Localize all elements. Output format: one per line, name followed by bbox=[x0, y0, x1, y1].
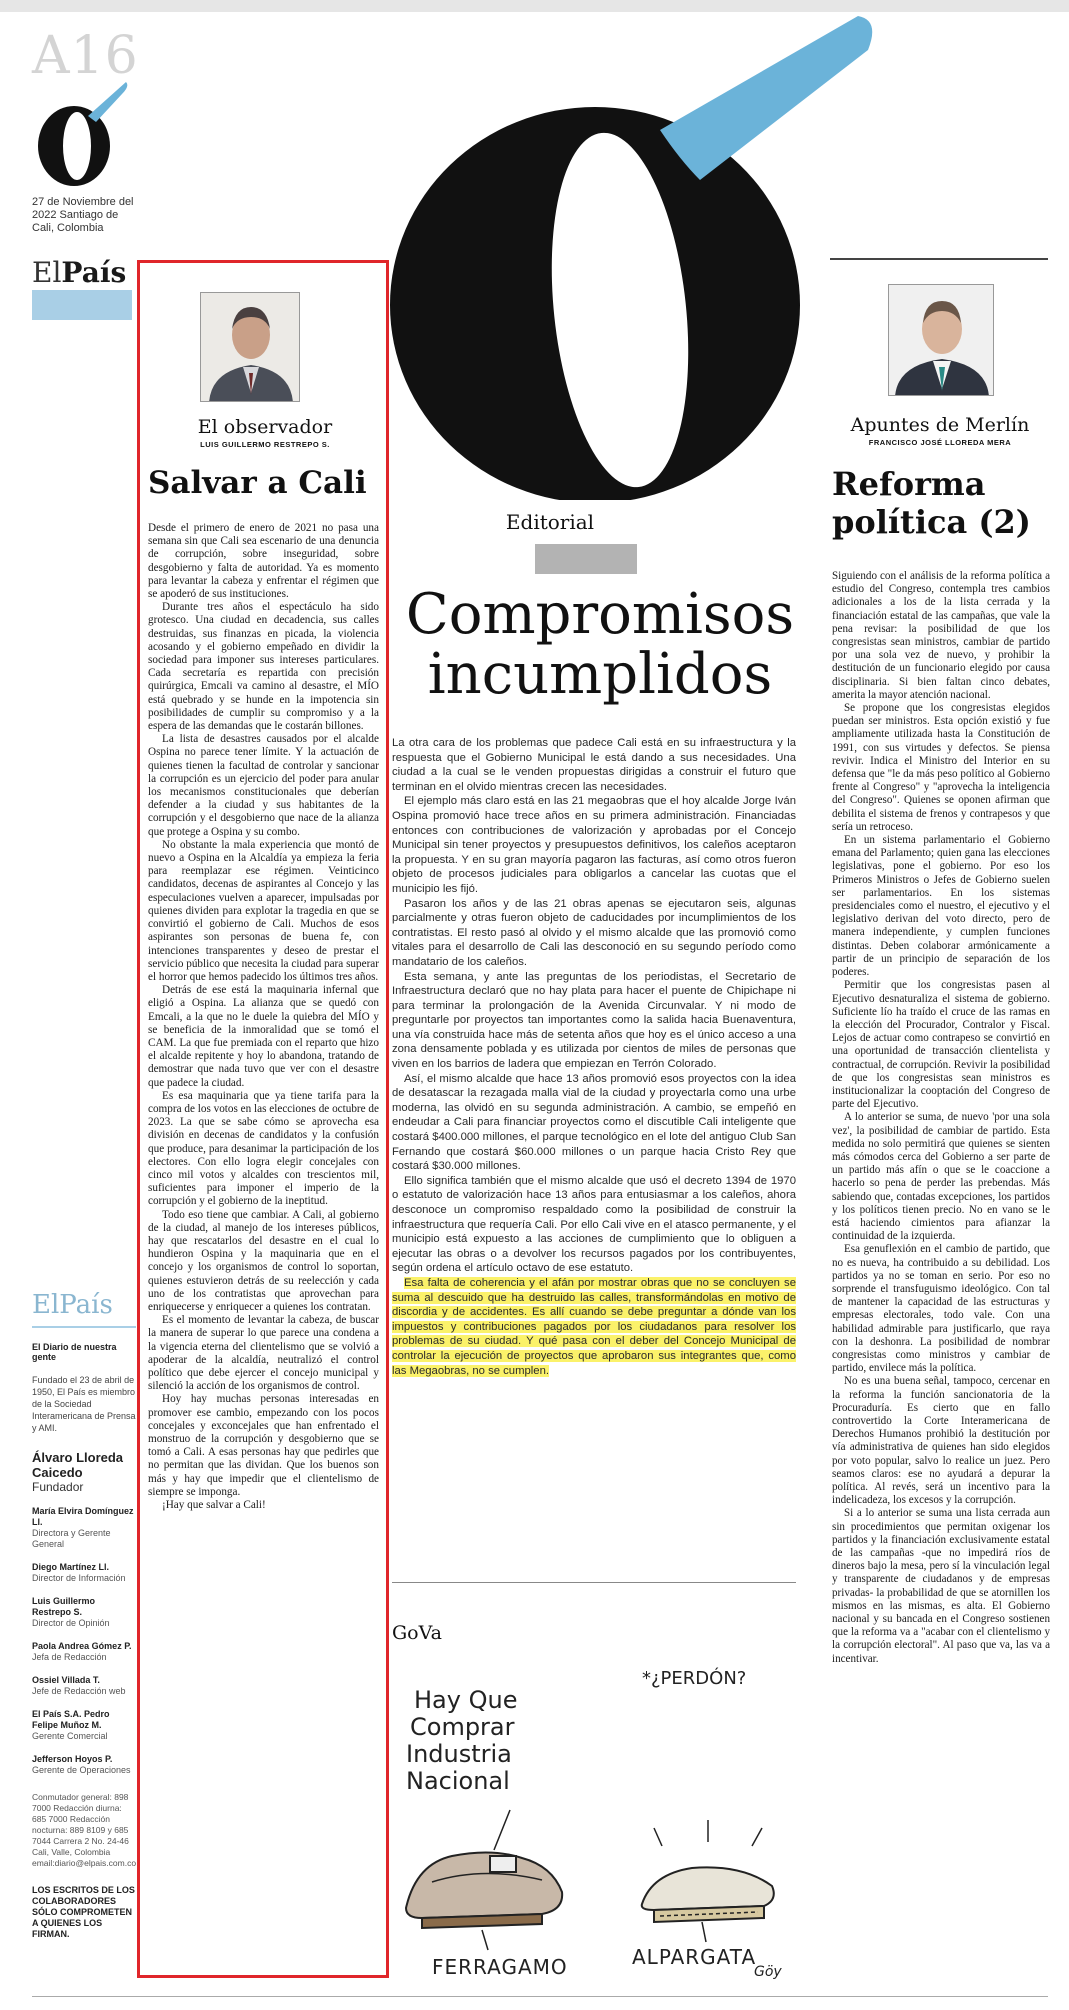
staff-entry: María Elvira Domínguez Ll. Directora y Gerente General bbox=[32, 1506, 134, 1549]
body-paragraph: La otra cara de los problemas que padece Cali está en su infraestructura y la respuesta que el Gobierno Municipal le está dando a sus necesidades. Una ciudad a la cual se le venden propuestas dirigidas a construir el futuro que terminan en el olvido mientras crecen las necesidades. bbox=[392, 737, 796, 793]
opinion-o-logo-large bbox=[380, 10, 900, 500]
brand-color-strip bbox=[32, 290, 132, 320]
staff-entry: Diego Martínez Ll. Director de Información bbox=[32, 1562, 126, 1583]
loafer-shoe bbox=[406, 1852, 562, 1928]
opinion-o-logo-small bbox=[30, 78, 130, 190]
divider bbox=[32, 1326, 136, 1328]
elpais-sidebar-logo: ElPaís bbox=[32, 1290, 113, 1320]
staff-entry: El País S.A. Pedro Felipe Muñoz M. Gerente Comercial bbox=[32, 1709, 110, 1741]
contact-address: Conmutador general: 898 7000 Redacción diurna: 685 7000 Redacción nocturna: 889 8109 y 685 7044 Carrera 2 No. 24-46 Cali, Valle, Colombia email:diario@elpais.com.co bbox=[32, 1792, 137, 1868]
divider bbox=[392, 1582, 796, 1583]
body-paragraph: La lista de desastres causados por el alcalde Ospina no parece tener límite. Y la actuación de quienes tienen la facultad de controlar y sancionar la corrupción es un ejercicio del poder para anular los mecanismos constitucionales que deberían defender a la ciudad y sus habitantes de la corrupción y el desgobierno que nace de la alianza que protege a Ospina y su combo. bbox=[148, 733, 379, 838]
body-paragraph: Esta semana, y ante las preguntas de los periodistas, el Secretario de Infraestructura declaró que no hay plata para hacer el puente de Chipichape ni para terminar la prolongación de la Avenida Circunvalar. Y ni modo de preguntarle por proyectos tan importantes como la salida hacia Buenaventura, una vía construida hace más de setenta años que hoy es el único acceso a una zona densamente poblada y es utilizada por cientos de miles de personas que viven en los barrios de ladera que empiezan en Terrón Colorado. bbox=[392, 970, 796, 1071]
column-label-left: El observador LUIS GUILLERMO RESTREPO S. bbox=[160, 416, 370, 449]
page-number: A16 bbox=[32, 26, 139, 86]
body-paragraph: Siguiendo con el análisis de la reforma política a estudio del Congreso, contempla tres cambios adicionales a los de la lista cerrada y la financiación estatal de las campañas, que vale la pena revisar: la posibilidad de que los congresistas sean ministros, cambiar de partido por una sola vez de nuevo, y prohibir la destitución de un funcionario elegido por causa disciplinaria. Si bien faltan cinco debates, amerita la mayor atención nacional. bbox=[832, 570, 1050, 701]
staff-entry: Paola Andrea Gómez P. Jefa de Redacción bbox=[32, 1641, 132, 1662]
tagline: El Diario de nuestra gente bbox=[32, 1342, 117, 1362]
body-paragraph: Pasaron los años y de las 21 obras apenas se ejecutaron seis, algunas parcialmente y otras fueron objeto de caducidades por incumplimientos de los contratistas. El resto pasó al olvido y el mismo alcalde que las promovió como vitales para el desarrollo de Cali las desconoció en su segundo período como mandatario de los caleños. bbox=[392, 897, 796, 968]
speech-pointer-left bbox=[494, 1810, 510, 1850]
body-paragraph: Detrás de ese está la maquinaria infernal que eligió a Ospina. La alianza que se quedó con Emcali, a la que no le duele la quiebra del MÍO y se beneficia de la inmoralidad que se tomó el CAM. La que fue premiada con el reparto que hizo el alcalde repitente y hoy lo abandona, tratando de demostrar que nada tuvo que ver con el desastre que padece la ciudad. bbox=[148, 984, 379, 1089]
column-body-right bbox=[832, 570, 1050, 1666]
cartoon-speech-left: Hay Que Comprar Industria Nacional bbox=[406, 1686, 518, 1795]
body-paragraph: Así, el mismo alcalde que hace 13 años promovió esos proyectos con la idea de desatascar la rezagada malla vial de la ciudad y proyectarla como una urbe moderna, las olvidó en su segunda administración. A cambio, se empeñó en endeudar a Cali para financiar proyectos como el discutible Cali inteligente que costará $400.000 millones, el parque tecnológico en el lote del antiguo Club San Fernando que costará $60.000 millones o un parque hacia Cristo Rey que costará $30.000 millones. bbox=[392, 1072, 796, 1173]
disclaimer: LOS ESCRITOS DE LOS COLABORADORES SÓLO COMPROMETEN A QUIENES LOS FIRMAN. bbox=[32, 1885, 135, 1939]
body-paragraph: Se propone que los congresistas elegidos puedan ser ministros. Esta opción existió y fue ampliamente utilizada hasta la Constitución de 1991, con sus virtudes y defectos. Se piensa revivir. Indica el Ministro del Interior en su defensa que "le da más peso político al Gobierno frente al Congreso" y "aprovecha la inteligencia del Congreso". Quienes se oponen afirman que debilita el sistema de frenos y contrapesos y que sería un retroceso. bbox=[832, 702, 1050, 833]
founder-name: Álvaro Lloreda Caicedo bbox=[32, 1450, 124, 1480]
cartoon-speech-right: *¿PERDÓN? bbox=[642, 1668, 747, 1689]
body-paragraph: Todo eso tiene que cambiar. A Cali, al gobierno de la ciudad, al manejo de los intereses públicos, hay que rescatarlos del desastre en el cual lo hundieron Ospina y la maquinaria que en el concejo y los organismos de control lo soportan, quienes estuvieron detrás de su reelección y cada uno de los contratistas que aprovechan para enriquecerse y enriquecer a quienes los contratan. bbox=[148, 1208, 379, 1313]
body-paragraph: Es el momento de levantar la cabeza, de buscar la manera de superar lo que parece una condena a la vigencia eterna del clientelismo que se volvió a apoderar de la alcaldía, neutralizó el control político que debe ejercer el concejo municipal y silenció la acción de los organismos de control. bbox=[148, 1314, 379, 1393]
elpais-logo: ElPaís bbox=[32, 256, 127, 289]
staff-entry: Jefferson Hoyos P. Gerente de Operaciones bbox=[32, 1754, 131, 1775]
body-paragraph: ¡Hay que salvar a Cali! bbox=[162, 1499, 266, 1512]
body-paragraph: Si a lo anterior se suma una lista cerrada aun sin procedimientos que permitan oxigenar los partidos y la financiación exclusivamente estatal de las campañas -que no impedirá ríos de dineros bajo la mesa, pero sí la vinculación legal y transparente de ciudadanos y de empresas privadas- la probabilidad de que se atornillen los mismos en las mismas, es alta. El Gobierno nacional y su bancada en el Congreso sostienen que la reforma va a "acabar con el clientelismo y la corrupción electoral". Al paso que va, las va a incentivar. bbox=[832, 1507, 1050, 1665]
body-paragraph: Hoy hay muchas personas interesadas en promover ese cambio, empezando con los pocos concejales y exconcejales que han enfrentado el monstruo de la corrupción y desgobierno que se tomó a Cali. A esas personas hay que pedirles que no permitan que las dividan. Que los buenos son más y hay que impedir que el clientelismo de siempre se imponga. bbox=[148, 1393, 379, 1498]
surprise-marks bbox=[654, 1820, 762, 1846]
column-body-left bbox=[148, 522, 379, 1512]
column-title-right: Reforma política (2) bbox=[832, 465, 1031, 541]
body-paragraph: A lo anterior se suma, de nuevo 'por una sola vez', la posibilidad de cambiar de partido. Esta medida no solo permitirá que quienes se sienten más cómodos cerca del Gobierno a ser parte de un partido más afín o que se le coaccione a hacerlo so pena de perder las prebendas. Más sabiendo que, contadas excepciones, los partidos y los políticos tienen precio. No en vano se le está haciendo cimientos para afianzar la continuidad de la izquierda. bbox=[832, 1111, 1050, 1243]
editorial-grey-block bbox=[535, 544, 637, 574]
body-paragraph: Ello significa también que el mismo alcalde que usó el decreto 1394 de 1970 o estatuto de valorización hace 13 años para entusiasmar a los caleños, ahora desconoce un compromiso respaldado como la posibilidad de construir la infraestructura que requería Cali. Por ello Cali vive en el atasco permanente, y el municipio está expuesto a las acciones de cumplimiento que lo obliguen a ejecutar las obras o a devolver los recursos pagados por los contribuyentes, según ordena el artículo octavo de ese estatuto. bbox=[392, 1174, 796, 1275]
body-paragraph: No obstante la mala experiencia que montó de nuevo a Ospina en la Alcaldía ya empieza la feria para reemplazar ese régimen. Veinticinco candidatos, decenas de aspirantes al Concejo y las especulaciones vuelven a aparecer, impulsadas por quienes dividen para explotar la tragedia en que se convirtió el gobierno de Cali. Muchos de esos aspirantes son personas de buena fe, con intenciones transparentes y deseo de prestar el servicio público que necesita la ciudad para superar el horror que hemos padecido los últimos tres años. bbox=[148, 838, 379, 983]
body-paragraph: Desde el primero de enero de 2021 no pasa una semana sin que Cali sea escenario de una denuncia de corrupción, sobre inseguridad, sobre desgobierno y falta de autoridad. Ya es momento para levantar la cabeza y enfrentar el régimen que se apoderó de sus instituciones. bbox=[148, 522, 379, 601]
cartoon-caption-left: FERRAGAMO bbox=[432, 1955, 568, 1979]
editorial-cartoon bbox=[392, 1652, 796, 1982]
body-paragraph: El ejemplo más claro está en las 21 megaobras que el hoy alcalde Jorge Iván Ospina promovió hace trece años en su primera administración. Financiadas entonces con contribuciones de valorización y aprobadas por el Concejo Municipal sin tener proyectos y presupuestos definitivos, los caleños aceptaron la propuesta. Y en su gran mayoría pagaron las facturas, así como otros fueron objeto de procesos judiciales para obligarlos a cancelar las cuotas que el municipio les fijó. bbox=[392, 795, 796, 895]
author-photo-right bbox=[888, 284, 994, 396]
body-paragraph: Durante tres años el espectáculo ha sido grotesco. Una ciudad en decadencia, sus calles destruidas, sus finanzas en picada, la violencia acosando y el gobierno empeñado en dividir la sociedad para imponer sus intereses particulares. Cada secretaría es repartida con precisión quirúrgica, Emcali va camino al desastre, el MÍO está quebrado y se hunde en la impotencia sin posibilidades de cumplir su compromiso y a la espera de las demandas que le costarán billones. bbox=[148, 601, 379, 733]
alpargata-shoe bbox=[642, 1867, 774, 1922]
caption-pointer-right bbox=[702, 1922, 706, 1942]
staff-entry: Luis Guillermo Restrepo S. Director de Opinión bbox=[32, 1596, 110, 1628]
divider bbox=[830, 258, 1048, 260]
body-paragraph: Es esa maquinaria que ya tiene tarifa para la compra de los votos en las elecciones de octubre de 2023. La que se sabe cómo se aprovecha esa división en decenas de candidatos y la confusión que produce, para desanimar la participación de los electores. Con ello logra elegir concejales con cinco mil votos y alcaldes con trescientos mil, suficientes para imponer el imperio de la corrupción y el gobierno de la ineptitud. bbox=[148, 1089, 379, 1208]
column-title-left: Salvar a Cali bbox=[148, 465, 367, 501]
date-line: 27 de Noviembre del 2022 Santiago de Cali, Colombia bbox=[32, 196, 134, 234]
founder-role: Fundador bbox=[32, 1480, 84, 1494]
body-paragraph: No es una buena señal, tampoco, cercenar en la reforma la función sancionatoria de la Procuraduría. Es cierto que en fallo controvertido la Corte Interamericana de Derechos Humanos prohibió la destitución por vía administrativa de quienes han sido elegidos por voto popular, salvo lo realice un juez. Pero seamos claros: ese no ayudará a depurar la política. Al revés, será un incentivo para la indelicadeza, los excesos y la corrupción. bbox=[832, 1375, 1050, 1507]
caption-pointer-left bbox=[482, 1930, 488, 1950]
column-label-right: Apuntes de Merlín FRANCISCO JOSÉ LLOREDA MERA bbox=[830, 414, 1050, 447]
founded-note: Fundado el 23 de abril de 1950, El País es miembro de la Sociedad Interamericana de Prensa y AMI. bbox=[32, 1375, 136, 1433]
cartoon-caption-right: ALPARGATA bbox=[632, 1945, 757, 1969]
body-paragraph: Permitir que los congresistas pasen al Ejecutivo desnaturaliza el sistema de gobierno. Suficiente lío ha traído el cruce de las ramas en la elección del Procurador, Contralor y Fiscal. Lejos de actuar como contrapeso se convirtió en una oportunidad de transacción clientelista y contractual, de corrupción. Revivir la posibilidad de que los congresistas sean ministros es institucionalizar la cooptación del Congreso de parte del Ejecutivo. bbox=[832, 979, 1050, 1111]
cartoon-signature: Göy bbox=[754, 1964, 782, 1980]
staff-sidebar bbox=[32, 1290, 136, 1940]
author-photo-left bbox=[200, 292, 300, 402]
divider bbox=[32, 1996, 1048, 1997]
body-paragraph: En un sistema parlamentario el Gobierno emana del Parlamento; quien gana las elecciones legislativas, pone el gobierno. Por eso los Primeros Ministros o Jefes de Gobierno suelen ser parlamentarios. En los sistemas presidenciales como el nuestro, el ejecutivo y el legislativo derivan del voto directo, pero de manera independiente, y cumplen funciones distintas. Deben colaborar armónicamente a partir de un principio de separación de los poderes. bbox=[832, 834, 1050, 979]
editorial-body bbox=[392, 736, 796, 1378]
highlighted-paragraph bbox=[392, 1276, 796, 1378]
highlighted-text: Esa falta de coherencia y el afán por mostrar obras que no se concluyen se suma al descuido que ha destruido las calles, transformándolas en motivo de discordia y de accidentes. Es allí cuando se debe preguntar a dónde van los impuestos y contribuciones pagados por los ciudadanos para resolver los problemas de su ciudad. Y qué pasa con el deber del Concejo Municipal de controlar la ejecución de proyectos que aprobaron sus integrantes que, como las Megaobras, no se cumplen. bbox=[392, 1276, 796, 1377]
editorial-title: Compromisos incumplidos bbox=[405, 582, 795, 707]
body-paragraph: Esa genuflexión en el cambio de partido, que no es nueva, ha contribuido a su debilidad. Los partidos ya no se toman en serio. Por eso no sorprende el transfuguismo ideológico. Con tal de mantener la capacidad de las estructuras y empresas electorales, todo vale. Con una habilidad admirable para justificarlo, que raya con la deshonra. La posibilidad de nombrar congresistas como ministros y cambiar de partido, envilece más la política. bbox=[832, 1243, 1050, 1375]
author-name-right: FRANCISCO JOSÉ LLOREDA MERA bbox=[868, 438, 1012, 447]
editorial-kicker: Editorial bbox=[505, 510, 595, 534]
cartoon-section-label: GoVa bbox=[392, 1622, 442, 1644]
author-name-left: LUIS GUILLERMO RESTREPO S. bbox=[200, 440, 330, 449]
staff-entry: Ossiel Villada T. Jefe de Redacción web bbox=[32, 1675, 126, 1696]
